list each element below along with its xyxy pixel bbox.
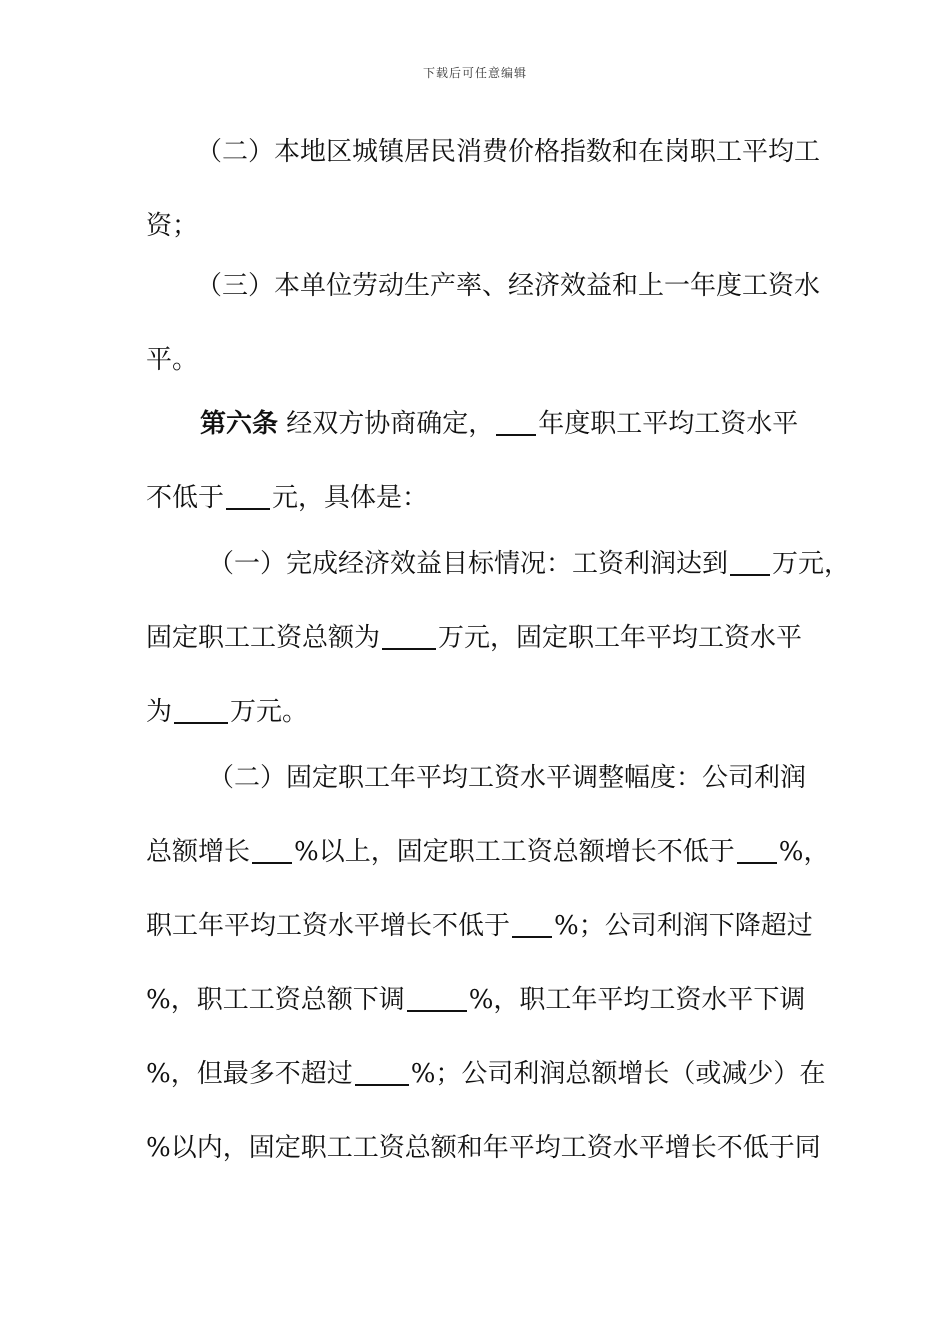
paragraph-line [196, 268, 876, 304]
line-text: （一）完成经济效益目标情况：工资利润达到 [208, 549, 729, 579]
paragraph-line [146, 620, 826, 656]
blank-field [226, 482, 270, 510]
line-text: %，但最多不超过 [146, 1059, 353, 1089]
paragraph-line [146, 1056, 826, 1092]
paragraph-line [196, 134, 876, 170]
line-text: 万元， [772, 549, 851, 579]
line-text: 元，具体是： [272, 483, 429, 513]
paragraph-line [146, 834, 830, 870]
blank-field [252, 836, 292, 864]
paragraph-line [146, 342, 826, 378]
paragraph-line [146, 480, 826, 516]
article-line [200, 406, 880, 442]
line-text: 不低于 [146, 483, 225, 513]
blank-field [512, 910, 552, 938]
blank-field [355, 1058, 409, 1086]
blank-field [382, 622, 436, 650]
article-number: 第六条 [200, 409, 279, 439]
line-text: 总额增长 [146, 837, 251, 867]
paragraph-line [146, 908, 826, 944]
line-text: 为 [146, 697, 173, 727]
line-text: 资； [146, 211, 199, 241]
paragraph-line [146, 694, 826, 730]
page-header: 下载后可任意编辑 [422, 66, 527, 80]
paragraph-line [146, 1130, 826, 1166]
line-text: 万元，固定职工年平均工资水平 [438, 623, 803, 653]
line-text: %；公司利润下降超过 [554, 911, 813, 941]
paragraph-line [208, 760, 888, 796]
blank-field [730, 548, 770, 576]
line-text: %以上，固定职工工资总额增长不低于 [294, 837, 735, 867]
line-text: 经双方协商确定， [278, 409, 495, 439]
blank-field [407, 984, 467, 1012]
line-text: 平。 [146, 345, 199, 375]
paragraph-line [208, 546, 888, 582]
line-text: %，职工年平均工资水平下调 [468, 985, 806, 1015]
line-text: （二）本地区城镇居民消费价格指数和在岗职工平均工 [196, 137, 821, 167]
line-text: 职工年平均工资水平增长不低于 [146, 911, 511, 941]
paragraph-line [146, 208, 826, 244]
line-text: 年度职工平均工资水平 [538, 409, 799, 439]
blank-field [737, 836, 777, 864]
line-text: %；公司利润总额增长（或减少）在 [410, 1059, 826, 1089]
line-text: 万元。 [230, 697, 309, 727]
line-text: %， [778, 837, 830, 867]
blank-field [496, 408, 536, 436]
line-text: （三）本单位劳动生产率、经济效益和上一年度工资水 [196, 271, 821, 301]
paragraph-line [146, 982, 826, 1018]
line-text: %，职工工资总额下调 [146, 985, 405, 1015]
blank-field [174, 696, 228, 724]
line-text: 固定职工工资总额为 [146, 623, 381, 653]
line-text: （二）固定职工年平均工资水平调整幅度：公司利润 [208, 763, 807, 793]
line-text: %以内，固定职工工资总额和年平均工资水平增长不低于同 [146, 1133, 821, 1163]
